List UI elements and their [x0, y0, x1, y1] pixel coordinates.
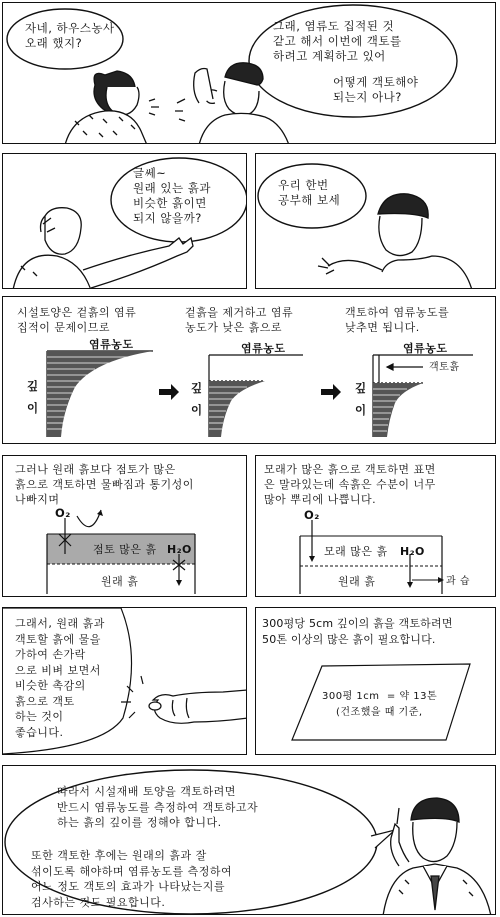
sandy-caption: 모래가 많은 흙으로 객토하면 표면 은 말라있는데 속흙은 수분이 너무 많아 뿌리에 나쁩니다.: [264, 463, 436, 506]
h2o-label-clay: H₂O: [167, 543, 192, 556]
sandy-lower-layer: 원래 흙: [338, 575, 376, 588]
panel-5-clay-soil: [2, 455, 247, 597]
panel-2-neighbor: [2, 153, 247, 289]
conclusion-text-2: 또한 객토한 후에는 원래의 흙과 잘 섞이도록 해야하며 염류농도를 측정하여 어느 정도 객토의 효과가 나타났는지를 검사하는 것도 필요합니다.: [31, 849, 233, 909]
clay-lower-layer: 원래 흙: [101, 575, 139, 588]
clay-upper-layer: 점토 많은 흙: [93, 543, 157, 556]
arrow-1: [159, 384, 179, 400]
graph-2-removed: [209, 355, 303, 437]
panel-1-conversation: [2, 2, 496, 144]
h2o-label-sandy: H₂O: [400, 545, 425, 558]
panel-4-salt-concentration: [2, 296, 496, 444]
conclusion-text-1: 따라서 시설재배 토양을 객토하려면 반드시 염류농도를 측정하여 객토하고자 하는 흙의 깊이를 정해야 합니다.: [57, 785, 259, 829]
caption-salt-accumulation: 시설토양은 겉흙의 염류 집적이 문제이므로: [17, 306, 137, 334]
panel-3-young-man: [255, 153, 496, 289]
panel-6-sandy-soil: [255, 455, 496, 597]
amount-box: [256, 608, 496, 755]
graph-1-depth-2: 이: [27, 401, 39, 415]
graph-2-depth-2: 이: [191, 403, 203, 417]
caption-remove-topsoil: 겉흙을 제거하고 염류 농도가 낮은 흙으로: [185, 306, 294, 334]
graph-2-title: 염류농도: [241, 342, 286, 355]
amount-box-line-2: (건조했을 때 기준,: [336, 707, 423, 718]
graph-1-title: 염류농도: [89, 338, 134, 351]
graph-3-depth-1: 깊: [355, 381, 367, 395]
new-soil-label: 객토흙: [429, 362, 460, 373]
o2-label-sandy: O₂: [304, 508, 320, 522]
bubble-right-question: 어떻게 객토해야 되는지 아나?: [333, 75, 419, 104]
amount-caption: 300평당 5cm 깊이의 흙을 객토하려면 50톤 이상의 많은 흙이 필요합니다.: [262, 617, 453, 646]
amount-box-line-1: 300평 1cm = 약 13톤: [322, 691, 438, 702]
panel-3-illustration: [256, 154, 496, 289]
bubble-right-text: 그래, 염류도 집적된 것 같고 해서 이번에 객토를 하려고 계획하고 있어: [273, 19, 402, 63]
panel-8-amount: [255, 607, 496, 755]
graph-2-depth-1: 깊: [191, 381, 203, 395]
salt-profile-graphs: [3, 297, 496, 444]
clay-caption: 그러나 원래 흙보다 점토가 많은 흙으로 객토하면 물빠짐과 통기성이 나빠지며: [15, 463, 194, 506]
o2-label-clay: O₂: [55, 506, 71, 520]
graph-1-accumulated: [47, 351, 153, 437]
panel-2-bubble-text: 글쎄~ 원래 있는 흙과 비슷한 흙이면 되지 않을까?: [133, 166, 211, 225]
graph-3-depth-2: 이: [355, 403, 367, 417]
caption-lower-concentration: 객토하여 염류농도를 낮추면 됩니다.: [345, 306, 450, 334]
graph-1-depth-1: 깊: [27, 379, 39, 393]
excess-moisture-label: 과 습: [446, 576, 470, 587]
sandy-upper-layer: 모래 많은 흙: [324, 545, 388, 558]
panel-7-finger-test: [2, 607, 247, 755]
panel-3-bubble-text: 우리 한번 공부해 보세: [278, 178, 341, 207]
graph-3-title: 염류농도: [403, 342, 448, 355]
finger-test-text: 그래서, 원래 흙과 객토할 흙에 물을 가하여 손가락 으로 비벼 보면서 비슷한 촉감의 흙으로 객토 하는 것이 좋습니다.: [15, 617, 105, 739]
panel-9-conclusion: [2, 765, 496, 915]
farmer-man-left: [65, 71, 159, 144]
arrow-2: [321, 384, 341, 400]
hand-rubbing-soil: [121, 676, 247, 723]
bubble-left-text: 자네, 하우스농사 오래 했지?: [25, 21, 115, 50]
lecturer-man-suit: [383, 798, 491, 915]
